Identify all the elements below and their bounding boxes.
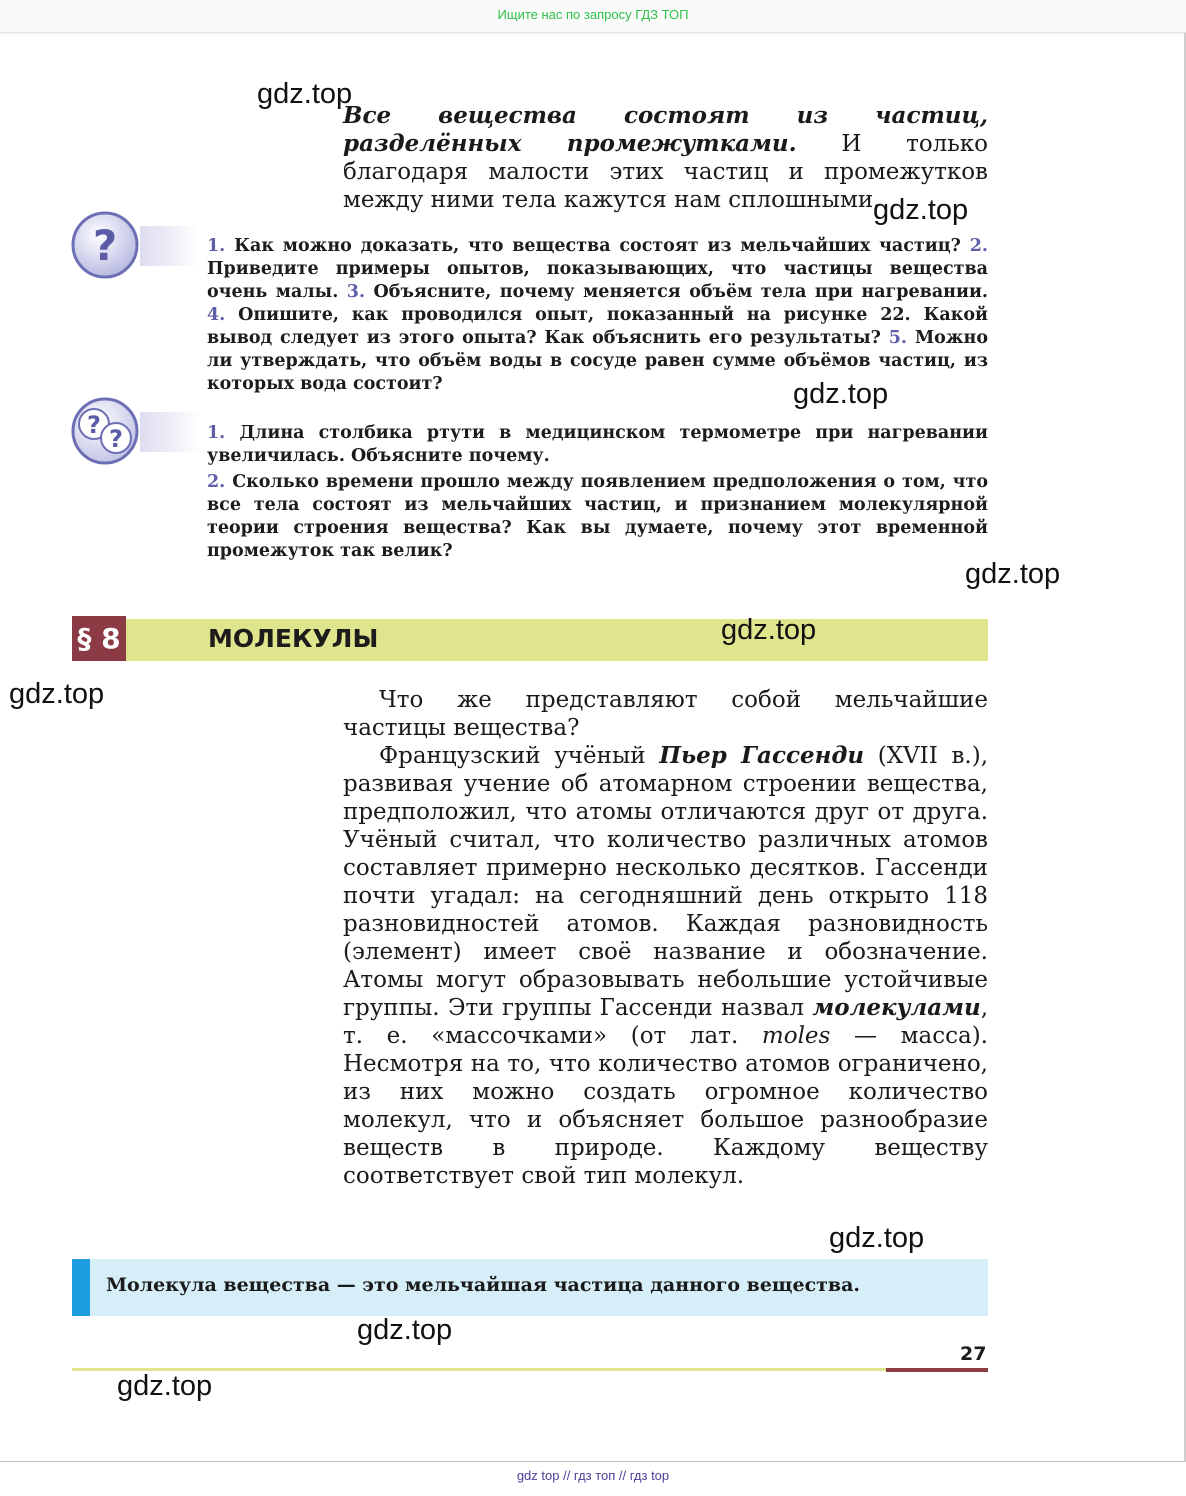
question-number: 3. [346,282,366,302]
question-number: 1. [207,236,226,256]
footer-rule-accent [886,1368,988,1372]
scientist-name: Пьер Гассенди [659,742,865,769]
banner-text: Ищите нас по запросу ГДЗ ТОП [497,7,689,22]
tasks-list [207,422,988,563]
task-number: 2. [207,472,226,492]
body-text [343,686,988,1190]
conclusion-italic: Все вещества состоят из частиц, разделённых промежутками. [343,102,988,157]
definition-bar [72,1259,90,1316]
question-number: 5. [888,328,907,348]
question-number: 4. [207,305,226,325]
term-molecules: молекулами [812,994,981,1021]
task-number: 1. [207,423,226,443]
question-text: Как можно доказать, что вещества состоят из мельчайших частиц? [234,236,961,256]
task-item [207,471,988,563]
section-number: § 8 [72,616,126,661]
paragraph [343,742,988,1190]
question-text: Опишите, как проводился опыт, показанный на рисунке 22. Какой вывод следует из этого опыта? Как объяснить его результаты? [207,305,988,348]
watermark: gdz.top [873,194,969,226]
question-icon [70,210,142,282]
text-run: Французский учёный [379,743,646,769]
text-run: — масса). Несмотря на то, что количество атомов ограничено, из них можно создать огромное количество молекул, что и объясняет большое разнообразие веществ в природе. Каждому веществу соответствует свой тип молекул. [343,1023,988,1189]
watermark: gdz.top [965,558,1061,590]
bottom-footer: gdz top // гдз топ // гдз top [516,1468,670,1483]
svg-text:?: ? [92,221,118,270]
task-item [207,422,988,468]
section-title: МОЛЕКУЛЫ [208,624,379,653]
conclusion-rest: И только благодаря малости этих частиц и промежутков между ними тела кажутся нам сплошными. [343,131,989,213]
watermark: gdz.top [721,614,817,646]
paragraph: Что же представляют собой мельчайшие частицы вещества? [343,687,988,741]
question-text: Можно ли утверждать, что объём воды в сосуде равен сумме объёмов частиц, из которых вода состоит? [207,328,989,394]
watermark: gdz.top [117,1370,213,1402]
watermark: gdz.top [829,1222,925,1254]
page-number: 27 [960,1343,987,1365]
task-text: Сколько времени прошло между появлением предположения о том, что все тела состоят из мельчайших частиц, и признанием молекулярной теории строения вещества? Как вы думаете, почему этот временной промежуток так велик? [207,472,989,561]
definition-text: Молекула вещества — это мельчайшая частица данного вещества. [106,1274,861,1296]
svg-text:?: ? [87,411,101,439]
task-text: Длина столбика ртути в медицинском термометре при нагревании увеличилась. Объясните почему. [207,423,988,466]
latin-word: moles [761,1023,831,1049]
text-run: (XVII в.), развивая учение об атомарном строении вещества, предположил, что атомы отличаются друг от друга. Учёный считал, что количество различных атомов составляет примерно несколько десятков. Гассенди почти угадал: на сегодняшний день открыто 118 разновидностей атомов. Каждая разновидность (элемент) имеет своё название и обозначение. Атомы могут образовывать небольшие устойчивые группы. Эти группы Гассенди назвал [343,743,988,1021]
watermark: gdz.top [9,678,105,710]
definition-box [72,1259,988,1316]
question-number: 2. [969,236,988,256]
watermark: gdz.top [793,378,889,410]
question-text: Приведите примеры опытов, показывающих, что частицы вещества очень малы. [207,259,988,302]
question-text: Объясните, почему меняется объём тела при нагревании. [373,282,989,302]
tasks-band [140,412,200,452]
top-banner [0,0,1186,33]
questions-list [207,235,988,396]
watermark: gdz.top [257,78,353,110]
svg-text:?: ? [109,425,123,453]
text-run: , т. е. «массочками» (от лат. [343,995,988,1049]
watermark: gdz.top [357,1314,453,1346]
double-question-icon [70,396,142,468]
questions-band [140,226,200,266]
section-heading [72,616,988,661]
